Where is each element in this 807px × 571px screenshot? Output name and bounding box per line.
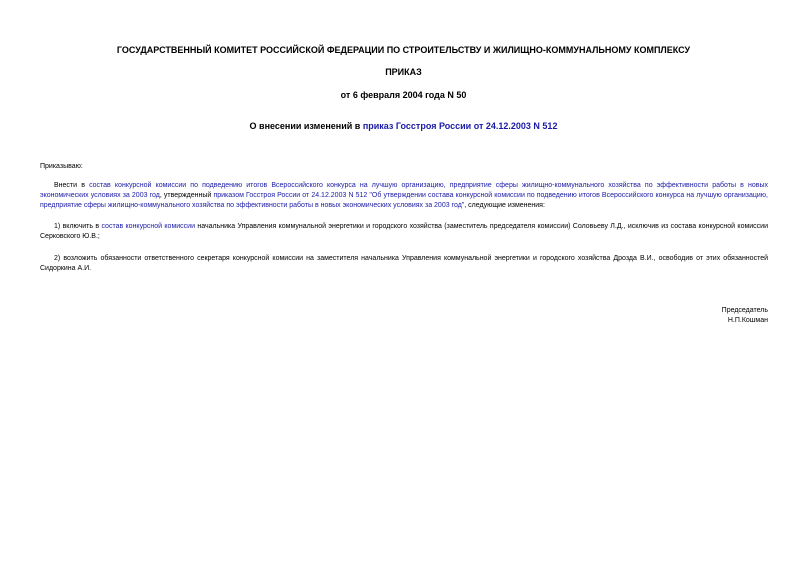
paragraph-item-1 xyxy=(40,222,768,242)
document-type: ПРИКАЗ xyxy=(385,67,422,77)
commission-link[interactable]: состав конкурсной комиссии xyxy=(101,223,195,230)
document-date-number: от 6 февраля 2004 года N 50 xyxy=(340,90,467,100)
signatory-name: Н.П.Кошман xyxy=(727,317,768,324)
order-word: Приказываю: xyxy=(40,163,83,170)
document-subject xyxy=(0,121,807,131)
para1-text-c: , следующие изменения: xyxy=(464,202,545,209)
para2-text-b: начальника Управления коммунальной энергетики и городского хозяйства (заместитель председателя комиссии) Соловьеву Л.Д., исключив из состава конкурсной комиссии Серковского Ю.В.; xyxy=(40,223,769,240)
issuing-organization: ГОСУДАРСТВЕННЫЙ КОМИТЕТ РОССИЙСКОЙ ФЕДЕРАЦИИ ПО СТРОИТЕЛЬСТВУ И ЖИЛИЩНО-КОММУНАЛЬНОМУ КОМПЛЕКСУ xyxy=(116,45,691,55)
para1-text-a: Внести в xyxy=(54,182,90,189)
gosstroy-order-link[interactable]: приказом Госстроя России от 24.12.2003 N 512 "Об утверждении состава конкурсной комиссии по подведению итогов Всероссийского конкурса на лучшую организацию, предприятие сферы жилищно-коммунального хозяйства по эффективности работы в новых экономических условиях за 2003 год" xyxy=(40,192,768,209)
commission-composition-link[interactable]: состав конкурсной комиссии по подведению итогов Всероссийского конкурса на лучшую организацию, предприятие сферы жилищно-коммунального хозяйства по эффективности работы в новых экономических условиях за 2003 год xyxy=(40,182,769,199)
paragraph-main-amendment xyxy=(40,181,768,211)
para1-text-b: , утвержденный xyxy=(159,192,214,199)
amended-order-link[interactable]: приказ Госстроя России от 24.12.2003 N 512 xyxy=(362,121,558,131)
signatory-title: Председатель xyxy=(721,307,768,314)
subject-prefix: О внесении изменений в xyxy=(249,121,363,131)
signature-block xyxy=(722,306,768,326)
para2-text-a: 1) включить в xyxy=(54,223,102,230)
paragraph-item-2: 2) возложить обязанности ответственного секретаря конкурсной комиссии на заместителя начальника Управления коммунальной энергетики и городского хозяйства Дрозда В.И., освободив от этих обязанностей Сидоркина А.И. xyxy=(40,255,768,272)
